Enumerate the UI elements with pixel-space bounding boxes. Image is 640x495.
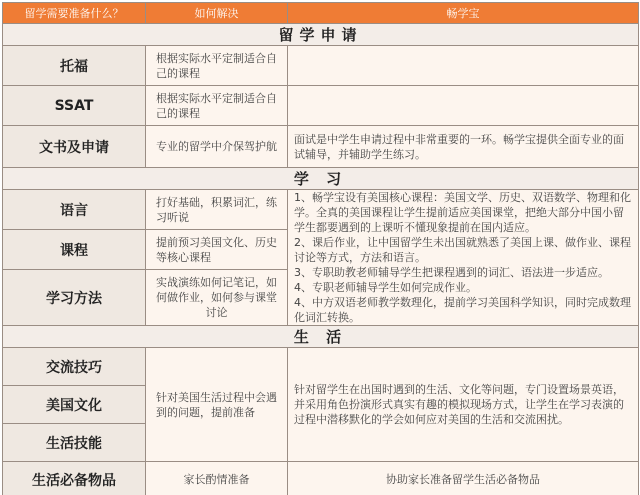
solution-life: 针对美国生活过程中会遇到的问题，提前准备 <box>146 348 288 462</box>
solution-language: 打好基础，积累词汇，练习听说 <box>146 190 288 230</box>
category-culture: 美国文化 <box>3 386 146 424</box>
category-method: 学习方法 <box>3 270 146 326</box>
category-language: 语言 <box>3 190 146 230</box>
category-course: 课程 <box>3 230 146 270</box>
study-point-1: 1、畅学宝设有美国核心课程：美国文学、历史、双语数学、物理和化学。全真的美国课程让学生提前适应美国课堂，把绝大部分中国小留学生都要遇到的上课听不懂现象提前在国内适应。 <box>294 191 631 234</box>
category-toefl: 托福 <box>3 46 146 86</box>
section-title-apply: 留学申请 <box>3 24 639 46</box>
category-essentials: 生活必备物品 <box>3 462 146 495</box>
changxuebao-docs: 面试是中学生申请过程中非常重要的一环。畅学宝提供全面专业的面试辅导，并辅助学生练习。 <box>288 126 639 168</box>
header-changxuebao: 畅学宝 <box>288 3 639 24</box>
category-ssat: SSAT <box>3 86 146 126</box>
header-row <box>3 3 639 24</box>
category-docs: 文书及申请 <box>3 126 146 168</box>
table-row-language <box>3 190 639 230</box>
changxuebao-essentials: 协助家长准备留学生活必备物品 <box>288 462 639 495</box>
solution-docs: 专业的留学中介保驾护航 <box>146 126 288 168</box>
category-skills: 生活技能 <box>3 424 146 462</box>
table-row-essentials <box>3 462 639 495</box>
solution-ssat: 根据实际水平定制适合自己的课程 <box>146 86 288 126</box>
table-row-toefl <box>3 46 639 86</box>
changxuebao-ssat <box>288 86 639 126</box>
changxuebao-toefl <box>288 46 639 86</box>
table-row-ssat <box>3 86 639 126</box>
table-row-communication <box>3 348 639 386</box>
solution-method: 实战演练如何记笔记，如何做作业，如何参与课堂讨论 <box>146 270 288 326</box>
study-point-5: 4、中方双语老师教学数理化，提前学习美国科学知识，同时完成数理化词汇转换。 <box>294 296 631 324</box>
section-row-apply <box>3 24 639 46</box>
changxuebao-study <box>288 190 639 326</box>
section-title-life: 生 活 <box>3 326 639 348</box>
comparison-table <box>2 2 639 495</box>
section-row-study <box>3 168 639 190</box>
solution-course: 提前预习美国文化、历史等核心课程 <box>146 230 288 270</box>
study-point-4: 4、专职老师辅导学生如何完成作业。 <box>294 281 477 294</box>
solution-essentials: 家长酌情准备 <box>146 462 288 495</box>
study-point-2: 2、课后作业，让中国留学生未出国就熟悉了美国上课、做作业、课程讨论等方式，方法和语言。 <box>294 236 631 264</box>
changxuebao-life: 针对留学生在出国时遇到的生活、文化等问题，专门设置场景英语，并采用角色扮演形式真实有趣的模拟现场方式，让学生在学习表演的过程中潜移默化的学会如何应对美国的生活和交流困扰。 <box>288 348 639 462</box>
category-communication: 交流技巧 <box>3 348 146 386</box>
study-point-3: 3、专职助教老师辅导学生把课程遇到的词汇、语法进一步适应。 <box>294 266 609 279</box>
solution-toefl: 根据实际水平定制适合自己的课程 <box>146 46 288 86</box>
section-title-study: 学 习 <box>3 168 639 190</box>
section-row-life <box>3 326 639 348</box>
header-what-to-prepare: 留学需要准备什么？ <box>3 3 146 24</box>
table-row-docs <box>3 126 639 168</box>
header-how-to-solve: 如何解决 <box>146 3 288 24</box>
